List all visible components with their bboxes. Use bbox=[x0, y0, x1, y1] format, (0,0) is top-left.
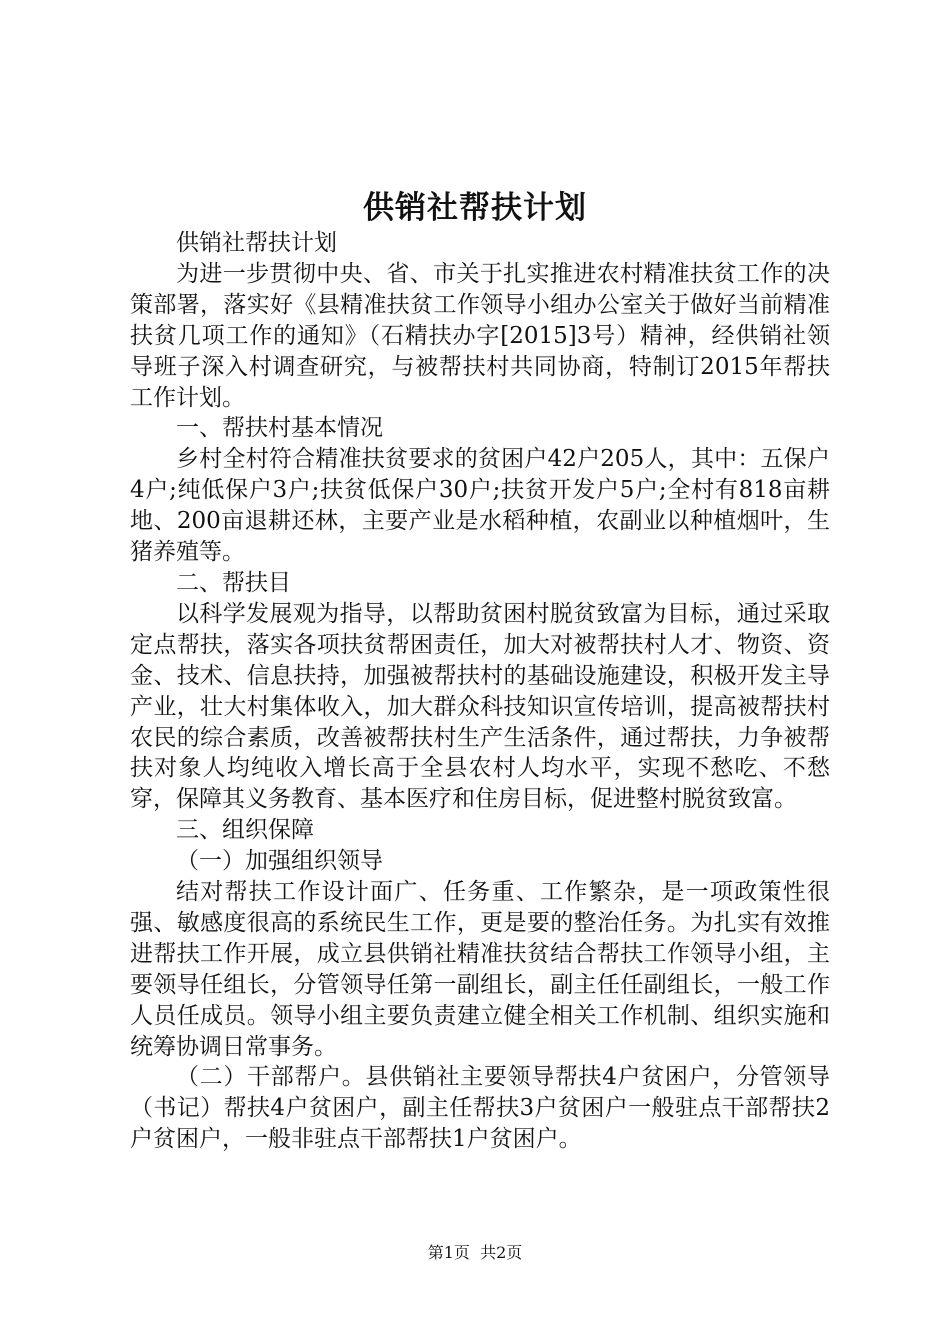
paragraph-intro: 为进一步贯彻中央、省、市关于扎实推进农村精准扶贫工作的决策部署，落实好《县精准扶贫工作领导小组办公室关于做好当前精准扶贫几项工作的通知》（石精扶办字[2015]3号）精神，经供销社领导班子深入村调查研究，与被帮扶村共同协商，特制订2015年帮扶工作计划。 bbox=[130, 260, 830, 411]
section-heading-2: 二、帮扶目 bbox=[176, 569, 291, 596]
paragraph-goals: 以科学发展观为指导，以帮助贫困村脱贫致富为目标，通过采取定点帮扶，落实各项扶贫帮困责任，加大对被帮扶村人才、物资、资金、技术、信息扶持，加强被帮扶村的基础设施建设，积极开发主导产业，壮大村集体收入，加大群众科技知识宣传培训，提高被帮扶村农民的综合素质，改善被帮扶村生产生活条件，通过帮扶，力争被帮扶对象人均纯收入增长高于全县农村人均水平，实现不愁吃、不愁穿，保障其义务教育、基本医疗和住房目标，促进整村脱贫致富。 bbox=[130, 600, 830, 813]
section-heading-1: 一、帮扶村基本情况 bbox=[176, 415, 383, 442]
paragraph-village-info: 乡村全村符合精准扶贫要求的贫困户42户205人，其中：五保户4户;纯低保户3户;扶贫低保户30户;扶贫开发户5户;全村有818亩耕地、200亩退耕还林，主要产业是水稻种植，农副业以种植烟叶，生猪养殖等。 bbox=[130, 446, 830, 566]
page-number: 第1页 bbox=[427, 1243, 470, 1262]
page-total: 共2页 bbox=[480, 1243, 523, 1262]
section-heading-3: 三、组织保障 bbox=[176, 817, 314, 844]
document-body bbox=[130, 228, 830, 1155]
subsection-heading-1: （一）加强组织领导 bbox=[176, 848, 383, 875]
page-footer bbox=[0, 1242, 950, 1264]
document-title: 供销社帮扶计划 bbox=[363, 190, 587, 226]
paragraph-heading: 供销社帮扶计划 bbox=[176, 230, 337, 256]
paragraph-cadre-assignment: （二）干部帮户。县供销社主要领导帮扶4户贫困户，分管领导（书记）帮扶4户贫困户，副主任帮扶3户贫困户一般驻点干部帮扶2户贫困户，一般非驻点干部帮扶1户贫困户。 bbox=[130, 1064, 830, 1153]
paragraph-organization: 结对帮扶工作设计面广、任务重、工作繁杂，是一项政策性很强、敏感度很高的系统民生工作，更是要的整治任务。为扎实有效推进帮扶工作开展，成立县供销社精准扶贫结合帮扶工作领导小组，主要领导任组长，分管领导任第一副组长，副主任任副组长，一般工作人员任成员。领导小组主要负责建立健全相关工作机制、组织实施和统筹协调日常事务。 bbox=[130, 879, 830, 1060]
